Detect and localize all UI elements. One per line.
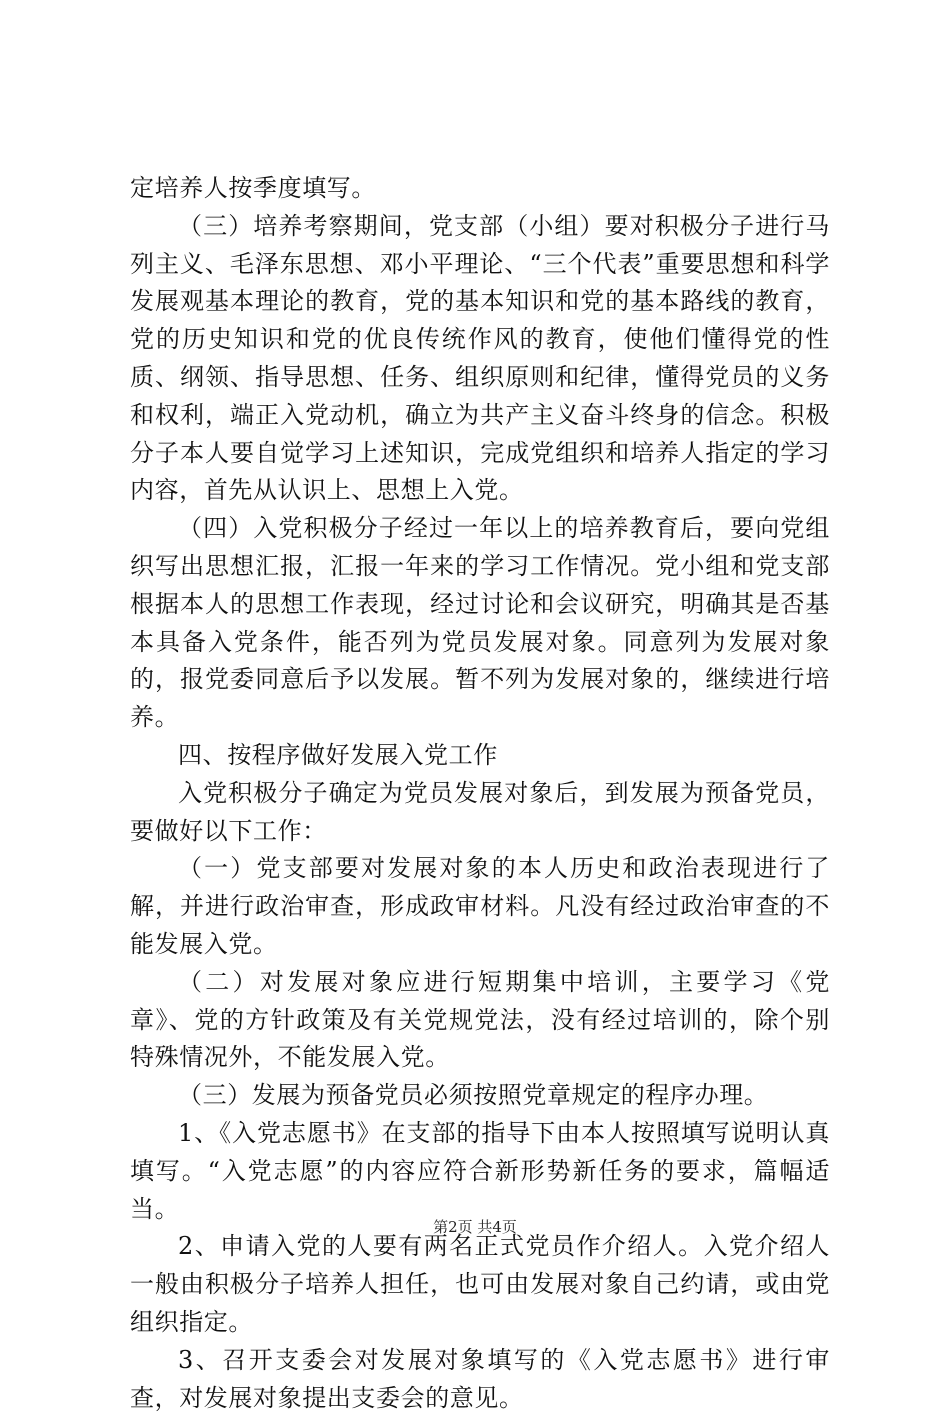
paragraph-11: 3、召开支委会对发展对象填写的《入党志愿书》进行审查，对发展对象提出支委会的意见。: [130, 1345, 830, 1412]
paragraph-5: 入党积极分子确定为党员发展对象后，到发展为预备党员，要做好以下工作：: [130, 778, 830, 845]
paragraph-7: （二）对发展对象应进行短期集中培训，主要学习《党章》、党的方针政策及有关党规党法，没有经过培训的，除个别特殊情况外，不能发展入党。: [130, 967, 830, 1072]
paragraph-3: （四）入党积极分子经过一年以上的培养教育后，要向党组织写出思想汇报，汇报一年来的学习工作情况。党小组和党支部根据本人的思想工作表现，经过讨论和会议研究，明确其是否基本具备入党条件，能否列为党员发展对象。同意列为发展对象的，报党委同意后予以发展。暂不列为发展对象的，继续进行培养。: [130, 514, 830, 732]
paragraph-8: （三）发展为预备党员必须按照党章规定的程序办理。: [178, 1081, 769, 1110]
paragraph-2: （三）培养考察期间，党支部（小组）要对积极分子进行马列主义、毛泽东思想、邓小平理论、“三个代表”重要思想和科学发展观基本理论的教育，党的基本知识和党的基本路线的教育，党的历史知识和党的优良传统作风的教育，使他们懂得党的性质、纲领、指导思想、任务、组织原则和纪律，懂得党员的义务和权利，端正入党动机，确立为共产主义奋斗终身的信念。积极分子本人要自觉学习上述知识，完成党组织和培养人指定的学习内容，首先从认识上、思想上入党。: [130, 211, 830, 505]
section-heading-4: 四、按程序做好发展入党工作: [178, 740, 498, 769]
paragraph-9: 1、《入党志愿书》在支部的指导下由本人按照填写说明认真填写。“入党志愿”的内容应符合新形势新任务的要求，篇幅适当。: [130, 1118, 830, 1223]
paragraph-6: （一）党支部要对发展对象的本人历史和政治表现进行了解，并进行政治审查，形成政审材料。凡没有经过政治审查的不能发展入党。: [130, 854, 830, 958]
paragraph-1: 定培养人按季度填写。: [130, 174, 376, 202]
paragraph-10: 2、申请入党的人要有两名正式党员作介绍人。入党介绍人一般由积极分子培养人担任，也可由发展对象自己约请，或由党组织指定。: [130, 1232, 830, 1336]
page-footer: [0, 1216, 950, 1237]
page-number: 第2页 共4页: [433, 1218, 517, 1236]
